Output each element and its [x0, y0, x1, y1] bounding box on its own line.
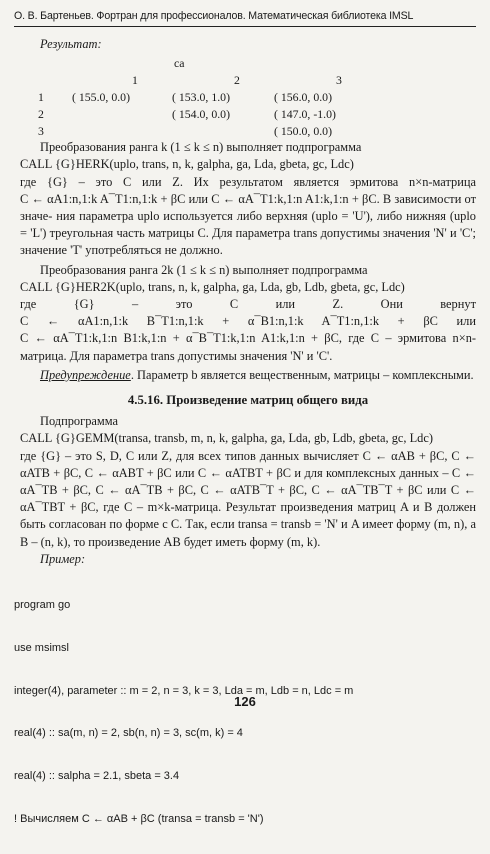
her2k-description: где {G} – это C или Z. Они вернут C ← αA1:n,1:k B¯T1:n,1:k + α¯B1:n,1:k A¯T1:n,1:k + βC или C ← αA¯T1:k,1:n B1:k,1:n + α¯B¯T1:k,1:n A1:k,1:n + βC, где C – эрмитова n×n-матрица. Для параметра trans допустимы значения 'N' и 'C'. [20, 297, 477, 363]
code-example [14, 570, 476, 854]
code-line: ! Вычисляем C ← αAB + βC (transa = transb = 'N') [14, 812, 264, 825]
herk-formula-2: C ← αA¯T1:k,1:n A1:k,1:n + βC [211, 191, 377, 206]
warning-label: Предупреждение [40, 367, 131, 382]
herk-call: CALL {G}HERK(uplo, trans, n, k, galpha, ga, Lda, gbeta, gc, Ldc) [20, 157, 354, 172]
gemm-description: где {G} – это S, D, C или Z, для всех типов данных вычисляет C ← αAB + βC, C ← αATB + βC, C ← αABT + βC или C ← αATBT + βC и для комплексных данных – C ← αA¯TB + βC, C ← αA¯TB + βC, C ← αATB¯T + βC, C ← αA¯TB¯T + βC или C ← αA¯TBT + βC, где C – m×k-матрица. Результат произведения матриц A и B должен быть согласован по форме с C. Так, если transa = transb = 'N' и A имеет форму (m, n), а B – (n, k), то произведение AB будет иметь форму (m, k). [20, 448, 476, 549]
result-label: Результат: [40, 37, 102, 51]
page-number: 126 [234, 694, 256, 709]
code-line: program go [14, 599, 71, 612]
her2k-intro: Преобразования ранга 2k (1 ≤ k ≤ n) выполняет подпрограмма [40, 262, 368, 277]
matrix-row-header: 1 [38, 90, 44, 105]
matrix-row-header: 3 [38, 124, 44, 139]
matrix-name: ca [174, 56, 185, 71]
warning-paragraph: Предупреждение. Параметр b является вещественным, матрицы – комплексными. [40, 367, 474, 382]
code-line: real(4) :: sa(m, n) = 2, sb(n, n) = 3, sc(m, k) = 4 [14, 727, 243, 740]
her2k-call: CALL {G}HER2K(uplo, trans, n, k, galpha, ga, Lda, gb, Ldb, gbeta, gc, Ldc) [20, 279, 405, 294]
page-body [14, 36, 477, 854]
matrix-cell: ( 150.0, 0.0) [274, 124, 332, 139]
matrix-cell: ( 155.0, 0.0) [72, 90, 130, 105]
matrix-cell: ( 153.0, 1.0) [172, 90, 230, 105]
matrix-col-header: 1 [132, 73, 138, 88]
matrix-col-header: 2 [234, 73, 240, 88]
example-label: Пример: [40, 551, 86, 566]
running-header: О. В. Бартеньев. Фортран для профессионалов. Математическая библиотека IMSL [14, 10, 476, 27]
code-line: integer(4), parameter :: m = 2, n = 3, k = 3, Lda = m, Ldb = n, Ldc = m [14, 684, 354, 697]
gemm-call: CALL {G}GEMM(transa, transb, m, n, k, galpha, ga, Lda, gb, Ldb, gbeta, gc, Ldc) [20, 431, 433, 446]
section-sub: Подпрограмма [40, 414, 118, 429]
herk-description: где {G} – это C или Z. Их результатом является эрмитова n×n-матрица C ← αA1:n,1:k A¯T1:n,1:k + βC или C ← αA¯T1:k,1:n A1:k,1:n + βC. В зависимости от значе- ния параметра uplo используется либо верхняя (uplo = 'U'), либо нижняя (uplo = 'L') треугольная часть матрицы C. Для параметра trans допустимы значения 'N' и 'C'; значение 'T' употребляться не должно. [20, 174, 476, 258]
code-line: use msimsl [14, 642, 70, 655]
matrix-cell: ( 147.0, -1.0) [274, 107, 336, 122]
section-title: 4.5.16. Произведение матриц общего вида [127, 393, 369, 408]
result-matrix [20, 53, 476, 139]
matrix-col-header: 3 [336, 73, 342, 88]
code-line: real(4) :: salpha = 2.1, sbeta = 3.4 [14, 769, 180, 782]
matrix-cell: ( 154.0, 0.0) [172, 107, 230, 122]
herk-formula-1: C ← αA1:n,1:k A¯T1:n,1:k + βC [20, 191, 186, 206]
herk-intro: Преобразования ранга k (1 ≤ k ≤ n) выполняет подпрограмма [40, 140, 362, 155]
her2k-formula-1: C ← αA1:n,1:k B¯T1:n,1:k + α¯B1:n,1:k A¯T1:n,1:k + βC [20, 314, 438, 329]
matrix-cell: ( 156.0, 0.0) [274, 90, 332, 105]
matrix-row-header: 2 [38, 107, 44, 122]
her2k-formula-2: C ← αA¯T1:k,1:n B1:k,1:n + α¯B¯T1:k,1:n A1:k,1:n + βC [20, 331, 339, 346]
